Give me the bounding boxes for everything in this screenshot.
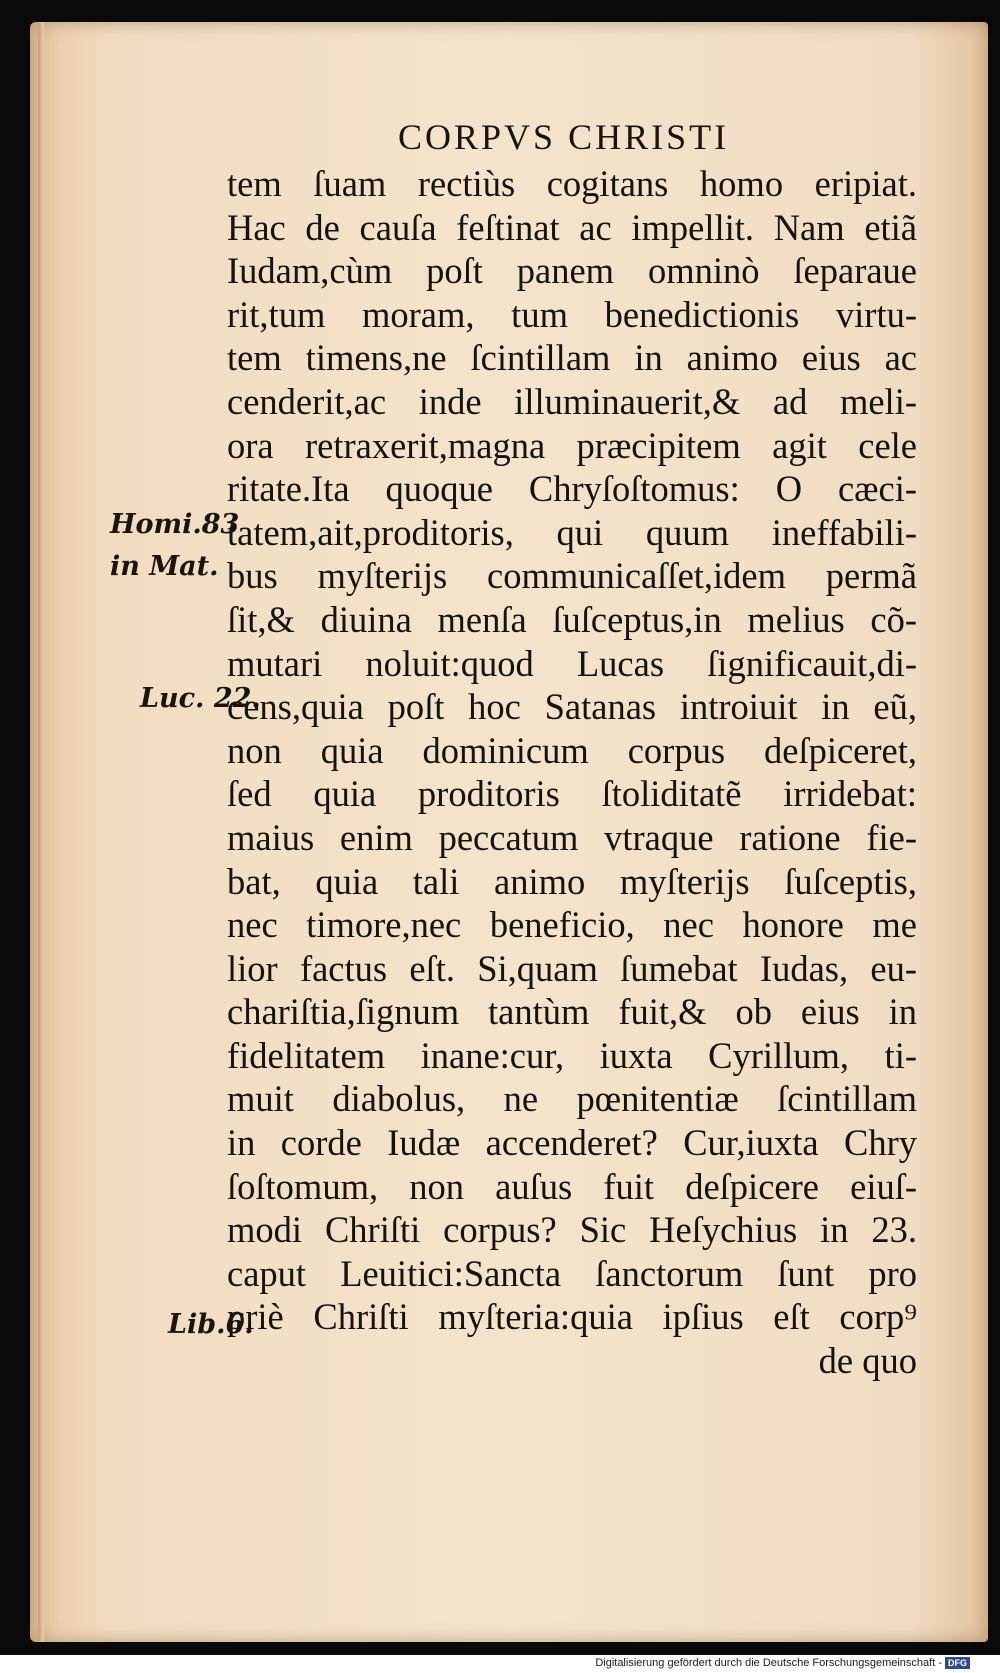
text-line: tem timens,ne ſcintillam in animo eius ac (227, 337, 917, 379)
text-line: muit diabolus, ne pœnitentiæ ſcintillam (227, 1078, 917, 1120)
text-line: Iudam,cùm poſt panem omninò ſeparaue (227, 250, 917, 292)
text-line: maius enim peccatum vtraque ratione fie- (227, 816, 917, 858)
margin-note-luke: Luc. 22. (140, 683, 261, 714)
text-line: ſed quia proditoris ſtoliditatẽ irridebat: (227, 773, 917, 815)
text-line: priè Chriſti myſteria:quia ipſius eſt corp⁹ (227, 1296, 917, 1338)
credit-text: Digitalisierung gefördert durch die Deutsche Forschungsgemeinschaft - (595, 1657, 942, 1669)
running-head: CORPVS CHRISTI (398, 117, 730, 157)
text-line: ſit,& diuina menſa ſuſceptus,in melius cõ- (227, 598, 917, 640)
text-line: cenderit,ac inde illuminauerit,& ad meli- (227, 380, 917, 422)
margin-note-homily-ref: in Mat. (110, 551, 219, 582)
text-line: tem ſuam rectiùs cogitans homo eripiat. (227, 163, 917, 204)
dfg-logo: DFG (945, 1657, 970, 1669)
text-line: chariſtia,ſignum tantùm fuit,& ob eius in (227, 991, 917, 1033)
text-line: caput Leuitici:Sancta ſanctorum ſunt pro (227, 1252, 917, 1294)
text-line: modi Chriſti corpus? Sic Heſychius in 23. (227, 1209, 917, 1251)
text-line: bat, quia tali animo myſterijs ſuſceptis, (227, 860, 917, 902)
text-line: ritate.Ita quoque Chryſoſtomus: O cæci- (227, 468, 917, 510)
text-line: ora retraxerit,magna præcipitem agit cele (227, 424, 917, 466)
digitization-credit (530, 1657, 970, 1671)
text-line: lior factus eſt. Si,quam ſumebat Iudas, eu- (227, 947, 917, 989)
text-line: fidelitatem inane:cur, iuxta Cyrillum, ti- (227, 1034, 917, 1076)
text-line: ſoſtomum, non auſus fuit deſpicere eiuſ- (227, 1165, 917, 1207)
body-text (227, 162, 917, 1383)
margin-note-homily: Homi.83 (110, 509, 240, 540)
text-line: Hac de cauſa feſtinat ac impellit. Nam etiã (227, 206, 917, 248)
text-line: in corde Iudæ accenderet? Cur,iuxta Chry (227, 1122, 917, 1164)
text-line: non quia dominicum corpus deſpiceret, (227, 729, 917, 771)
text-line: bus myſterijs communicaſſet,idem permã (227, 555, 917, 597)
text-line: nec timore,nec beneficio, nec honore me (227, 904, 917, 946)
text-line: tatem,ait,proditoris, qui quum ineffabili- (227, 511, 917, 553)
text-line: cens,quia poſt hoc Satanas introiuit in eũ, (227, 686, 917, 728)
margin-note-lib: Lib.6. (168, 1309, 254, 1340)
page-edge (38, 22, 44, 1642)
text-line: mutari noluit:quod Lucas ſignificauit,di- (227, 642, 917, 684)
catchword: de quo (818, 1340, 917, 1382)
text-line: rit,tum moram, tum benedictionis virtu- (227, 293, 917, 335)
